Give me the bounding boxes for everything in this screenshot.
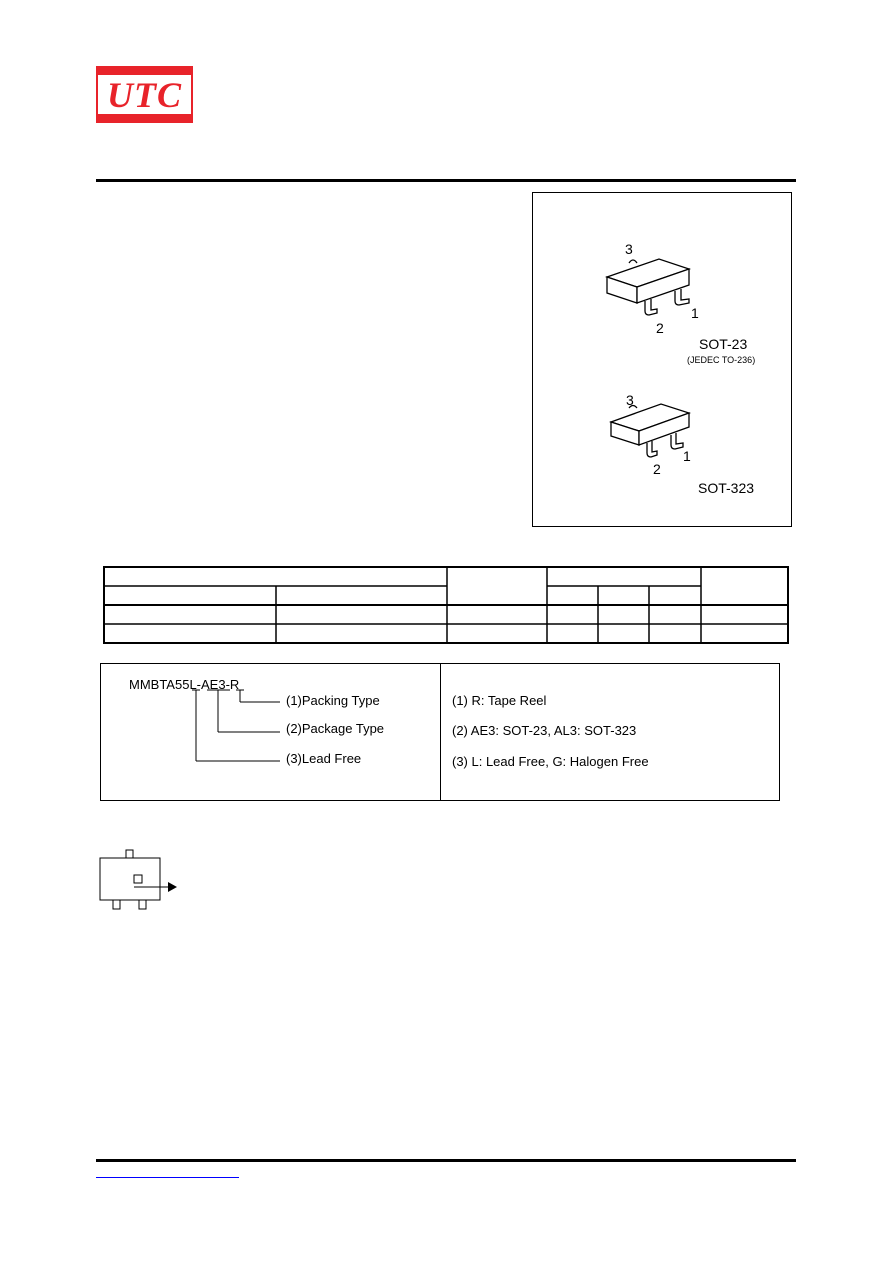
explanation-lead-free: (3) L: Lead Free, G: Halogen Free bbox=[452, 754, 649, 769]
callout-packing-type: (1)Packing Type bbox=[286, 693, 380, 708]
sot323-drawing bbox=[611, 404, 689, 457]
package-box bbox=[532, 192, 792, 527]
sot23-drawing bbox=[607, 259, 689, 315]
part-numbering-divider bbox=[440, 663, 441, 801]
marking-diagram bbox=[96, 848, 186, 912]
footer-rule bbox=[96, 1159, 796, 1162]
sot323-pin2-label: 2 bbox=[653, 461, 661, 477]
sot323-pin3-label: 3 bbox=[626, 392, 634, 408]
sot23-pin2-label: 2 bbox=[656, 320, 664, 336]
ordering-table-grid bbox=[103, 566, 789, 644]
header-rule bbox=[96, 179, 796, 182]
sot323-name: SOT-323 bbox=[698, 480, 755, 496]
sot23-pin3-label: 3 bbox=[625, 241, 633, 257]
ordering-table bbox=[103, 566, 789, 644]
sot23-pin1-label: 1 bbox=[691, 305, 699, 321]
footer-link-underline[interactable] bbox=[96, 1177, 239, 1178]
callout-package-type: (2)Package Type bbox=[286, 721, 385, 736]
sot323-pin1-label: 1 bbox=[683, 448, 691, 464]
part-number-prefix: MMBTA55 bbox=[129, 677, 190, 692]
logo-band-bottom bbox=[98, 114, 191, 121]
utc-logo bbox=[96, 66, 193, 123]
explanation-packing: (1) R: Tape Reel bbox=[452, 693, 547, 708]
package-drawings bbox=[533, 193, 791, 526]
callout-lead-free: (3)Lead Free bbox=[286, 751, 362, 766]
sot23-name: SOT-23 bbox=[699, 336, 748, 352]
logo-text: UTC bbox=[107, 74, 182, 115]
explanation-package: (2) AE3: SOT-23, AL3: SOT-323 bbox=[452, 723, 637, 738]
sot23-note: (JEDEC TO-236) bbox=[687, 355, 756, 365]
callout-lines bbox=[190, 688, 280, 764]
part-number-code: L-AE3-R bbox=[189, 677, 240, 692]
